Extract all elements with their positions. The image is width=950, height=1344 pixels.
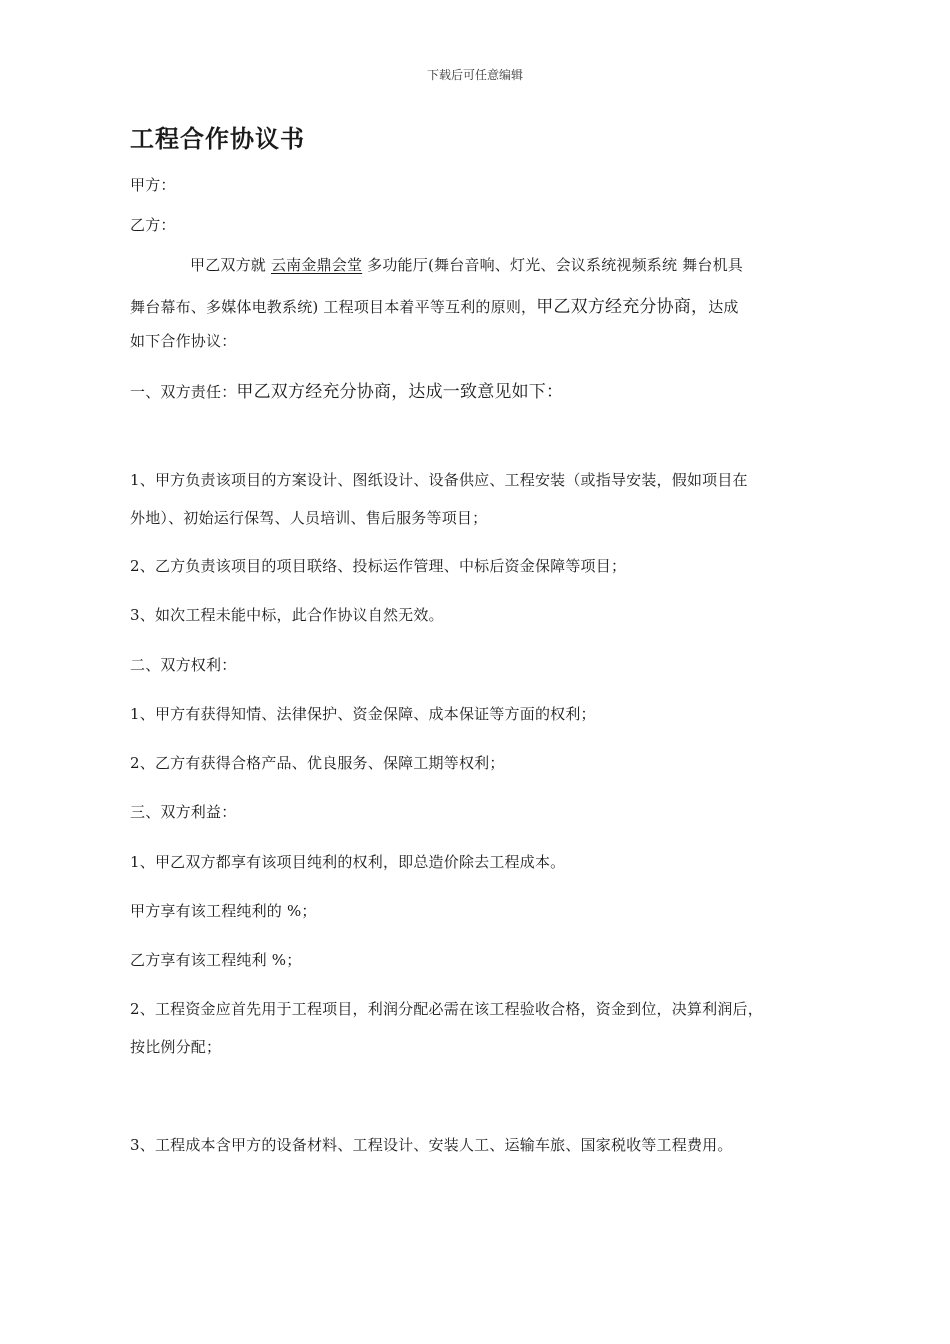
benefits-item-1: 1、甲乙双方都享有该项目纯利的权利，即总造价除去工程成本。	[130, 853, 566, 871]
party-a-label: 甲方：	[130, 176, 176, 194]
intro-line-2	[130, 292, 739, 317]
intro-text: 多功能厅(舞台音响、灯光、会议系统视频系统 舞台机具	[367, 256, 743, 274]
intro-line-3: 如下合作协议：	[130, 332, 237, 350]
section-2-heading: 二、双方权利：	[130, 656, 237, 674]
document-title: 工程合作协议书	[130, 124, 305, 153]
section-heading-emphasis: 甲乙双方经充分协商，达成一致意见如下：	[236, 382, 564, 402]
intro-text: 甲乙双方就	[190, 256, 267, 274]
project-name: 云南金鼎会堂	[270, 256, 363, 274]
section-heading-text: 一、双方责任：	[130, 383, 237, 401]
intro-text: 舞台幕布、多媒体电教系统) 工程项目本着平等互利的原则，	[130, 298, 537, 316]
responsibility-item-1-line-1: 1、甲方负责该项目的方案设计、图纸设计、设备供应、工程安装（或指导安装，假如项目在	[130, 471, 748, 489]
responsibility-item-1-line-2: 外地）、初始运行保驾、人员培训、售后服务等项目；	[130, 509, 488, 527]
page-header: 下载后可任意编辑	[426, 68, 523, 82]
rights-item-2: 2、乙方有获得合格产品、优良服务、保障工期等权利；	[130, 754, 505, 772]
intro-line-1	[190, 254, 743, 275]
intro-text: 达成	[708, 298, 739, 316]
section-3-heading: 三、双方利益：	[130, 803, 237, 821]
benefits-item-2-line-2: 按比例分配；	[130, 1038, 222, 1056]
section-1-heading	[130, 377, 563, 402]
benefits-item-2-line-1: 2、工程资金应首先用于工程项目，利润分配必需在该工程验收合格，资金到位，决算利润后，	[130, 1000, 763, 1018]
party-b-label: 乙方：	[130, 216, 176, 234]
benefits-item-3: 3、工程成本含甲方的设备材料、工程设计、安装人工、运输车旅、国家税收等工程费用。	[130, 1136, 733, 1154]
responsibility-item-3: 3、如次工程未能中标，此合作协议自然无效。	[130, 606, 444, 624]
intro-emphasis: 甲乙双方经充分协商，	[536, 297, 709, 317]
party-a-share: 甲方享有该工程纯利的 %；	[130, 902, 317, 920]
rights-item-1: 1、甲方有获得知情、法律保护、资金保障、成本保证等方面的权利；	[130, 705, 596, 723]
party-b-share: 乙方享有该工程纯利 %；	[130, 951, 302, 969]
responsibility-item-2: 2、乙方负责该项目的项目联络、投标运作管理、中标后资金保障等项目；	[130, 557, 627, 575]
